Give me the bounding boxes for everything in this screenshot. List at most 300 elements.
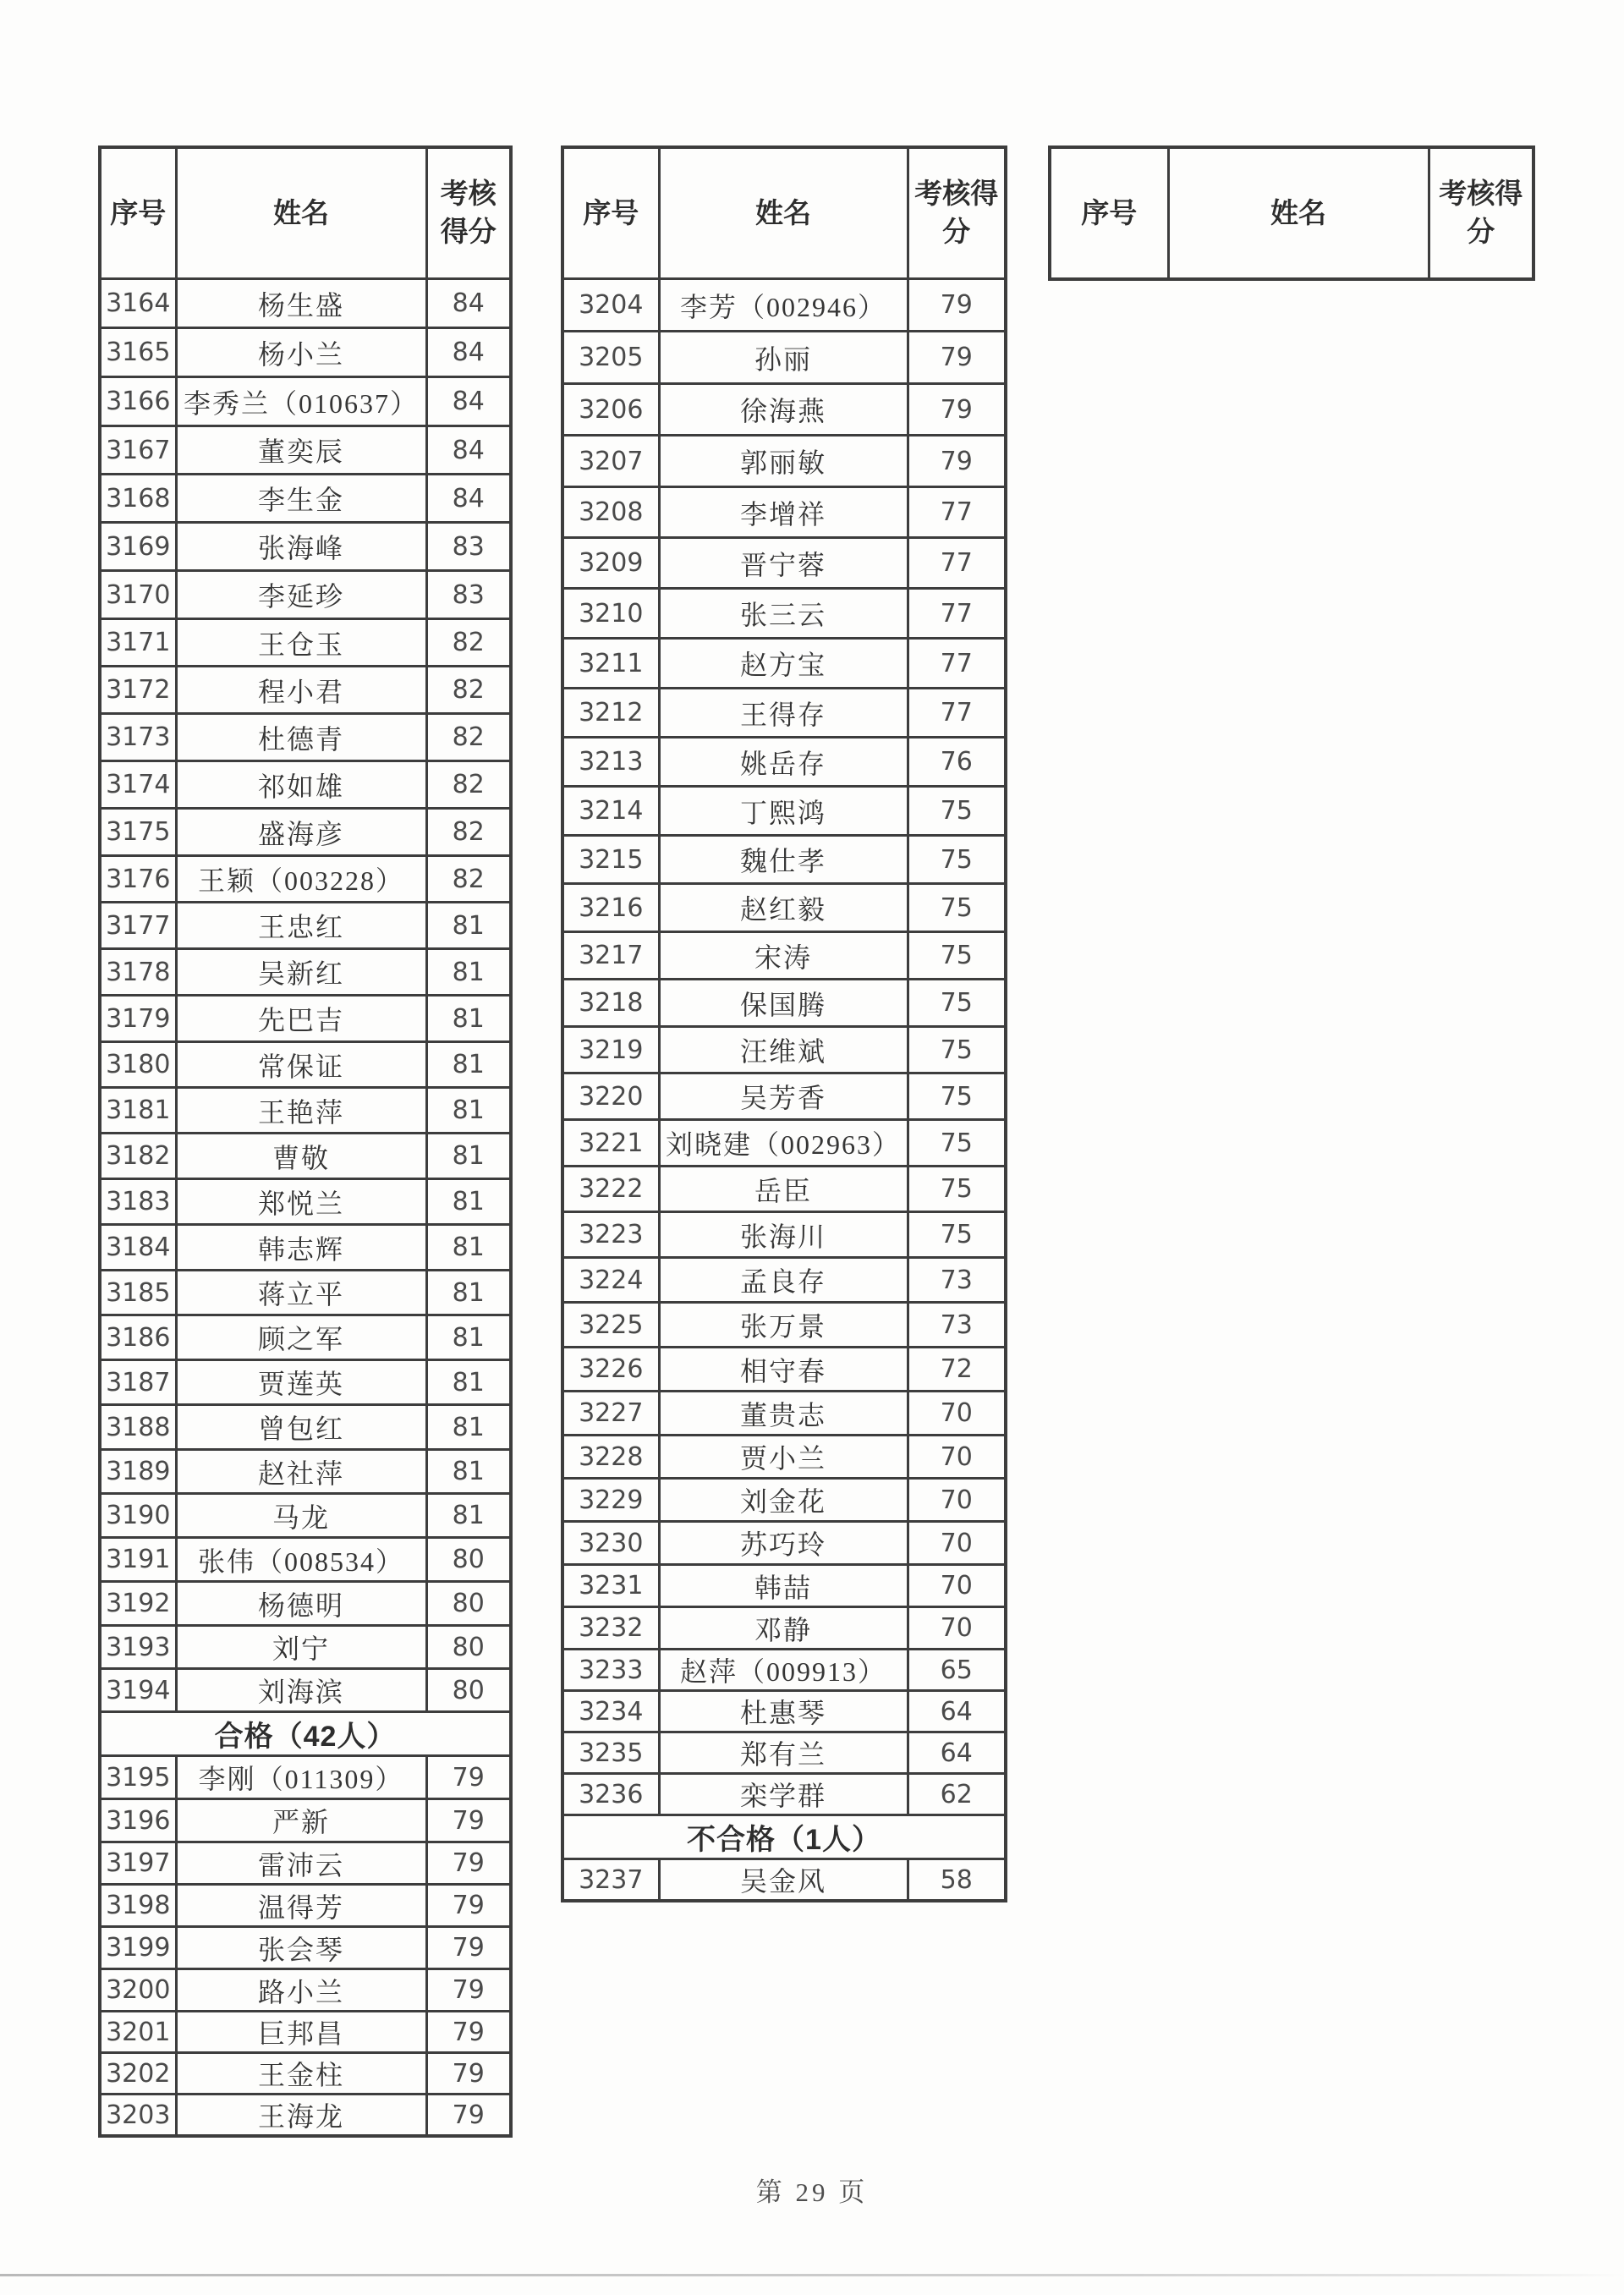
table-row: [100, 279, 511, 328]
header-row: [562, 147, 1006, 279]
score-cell: 77: [908, 538, 1006, 589]
score-cell: 64: [908, 1732, 1006, 1774]
serial-cell: 3217: [562, 932, 659, 980]
name-cell: 李延珍: [176, 571, 426, 619]
table-row: [100, 2012, 511, 2053]
serial-cell: 3212: [562, 689, 659, 738]
score-cell: 79: [908, 384, 1006, 436]
serial-cell: 3222: [562, 1167, 659, 1212]
serial-cell: 3166: [100, 377, 176, 426]
name-cell: 先巴吉: [176, 996, 426, 1042]
name-cell: 曾包红: [176, 1405, 426, 1450]
name-cell: 徐海燕: [659, 384, 908, 436]
name-cell: 张会琴: [176, 1927, 426, 1969]
table-row: [562, 689, 1006, 738]
table-row: [100, 1582, 511, 1626]
name-cell: 顾之军: [176, 1315, 426, 1360]
table-row: [100, 1179, 511, 1225]
serial-cell: 3179: [100, 996, 176, 1042]
serial-cell: 3190: [100, 1494, 176, 1538]
serial-cell: 3211: [562, 639, 659, 689]
page-number: 第 29 页: [755, 2177, 869, 2207]
header-row: [1050, 147, 1533, 279]
name-cell: 吴金风: [659, 1859, 908, 1902]
name-cell: 雷沛云: [176, 1842, 426, 1885]
serial-cell: 3221: [562, 1120, 659, 1167]
table-row: [562, 436, 1006, 487]
name-cell: 栾学群: [659, 1774, 908, 1815]
table-row: [100, 903, 511, 949]
score-cell: 84: [426, 377, 511, 426]
table-row: [100, 2053, 511, 2095]
table-row: [100, 1405, 511, 1450]
table-row: [100, 1042, 511, 1088]
col-header-score: 考核得分: [1429, 147, 1533, 279]
name-cell: 常保证: [176, 1042, 426, 1088]
table-row: [562, 1436, 1006, 1479]
score-cell: 75: [908, 1120, 1006, 1167]
score-table-middle: [561, 145, 1007, 1902]
table-row: [100, 328, 511, 377]
score-cell: 70: [908, 1607, 1006, 1650]
table-row: [562, 1650, 1006, 1691]
table-row: [100, 1842, 511, 1885]
name-cell: 丁熙鸿: [659, 787, 908, 836]
name-cell: 李刚（011309）: [176, 1756, 426, 1799]
name-cell: 李芳（002946）: [659, 279, 908, 332]
score-cell: 70: [908, 1565, 1006, 1607]
name-cell: 韩志辉: [176, 1225, 426, 1271]
serial-cell: 3175: [100, 809, 176, 856]
serial-cell: 3207: [562, 436, 659, 487]
table-row: [100, 1756, 511, 1799]
score-cell: 80: [426, 1582, 511, 1626]
table-row: [562, 884, 1006, 932]
score-cell: 81: [426, 1134, 511, 1179]
serial-cell: 3203: [100, 2095, 176, 2137]
serial-cell: 3225: [562, 1303, 659, 1348]
table-row: [100, 1799, 511, 1842]
score-cell: 75: [908, 884, 1006, 932]
score-cell: 80: [426, 1538, 511, 1582]
name-cell: 岳臣: [659, 1167, 908, 1212]
serial-cell: 3187: [100, 1360, 176, 1405]
name-cell: 路小兰: [176, 1969, 426, 2012]
name-cell: 王金柱: [176, 2053, 426, 2095]
name-cell: 杜德青: [176, 714, 426, 761]
table-row: [562, 1392, 1006, 1436]
table-row: [100, 809, 511, 856]
score-cell: 79: [908, 436, 1006, 487]
score-cell: 81: [426, 949, 511, 996]
score-cell: 70: [908, 1392, 1006, 1436]
score-cell: 79: [908, 279, 1006, 332]
score-cell: 81: [426, 996, 511, 1042]
name-cell: 王得存: [659, 689, 908, 738]
name-cell: 苏巧玲: [659, 1522, 908, 1565]
score-cell: 79: [426, 1842, 511, 1885]
name-cell: 宋涛: [659, 932, 908, 980]
table-row: [562, 1073, 1006, 1120]
score-cell: 82: [426, 619, 511, 667]
serial-cell: 3235: [562, 1732, 659, 1774]
serial-cell: 3186: [100, 1315, 176, 1360]
score-cell: 82: [426, 856, 511, 903]
score-cell: 70: [908, 1479, 1006, 1522]
serial-cell: 3171: [100, 619, 176, 667]
score-cell: 84: [426, 475, 511, 523]
name-cell: 程小君: [176, 667, 426, 714]
serial-cell: 3165: [100, 328, 176, 377]
table-row: [562, 787, 1006, 836]
score-cell: 80: [426, 1669, 511, 1712]
table-row: [100, 426, 511, 475]
score-cell: 81: [426, 1088, 511, 1134]
serial-cell: 3168: [100, 475, 176, 523]
name-cell: 曹敬: [176, 1134, 426, 1179]
serial-cell: 3206: [562, 384, 659, 436]
score-cell: 65: [908, 1650, 1006, 1691]
table-row: [562, 639, 1006, 689]
score-cell: 79: [426, 2053, 511, 2095]
score-cell: 82: [426, 714, 511, 761]
table-row: [100, 856, 511, 903]
serial-cell: 3219: [562, 1027, 659, 1073]
serial-cell: 3198: [100, 1885, 176, 1927]
name-cell: 蒋立平: [176, 1271, 426, 1315]
score-cell: 75: [908, 1027, 1006, 1073]
serial-cell: 3188: [100, 1405, 176, 1450]
serial-cell: 3220: [562, 1073, 659, 1120]
name-cell: 盛海彦: [176, 809, 426, 856]
table-row: [562, 1120, 1006, 1167]
score-cell: 79: [426, 1756, 511, 1799]
serial-cell: 3236: [562, 1774, 659, 1815]
name-cell: 刘宁: [176, 1626, 426, 1669]
table-row: [100, 1538, 511, 1582]
table-row: [562, 1258, 1006, 1303]
score-cell: 62: [908, 1774, 1006, 1815]
name-cell: 姚岳存: [659, 738, 908, 787]
score-cell: 81: [426, 1494, 511, 1538]
header-row: [100, 147, 511, 279]
serial-cell: 3172: [100, 667, 176, 714]
score-cell: 79: [426, 1885, 511, 1927]
name-cell: 贾莲英: [176, 1360, 426, 1405]
serial-cell: 3204: [562, 279, 659, 332]
name-cell: 赵社萍: [176, 1450, 426, 1494]
name-cell: 巨邦昌: [176, 2012, 426, 2053]
name-cell: 赵红毅: [659, 884, 908, 932]
score-cell: 79: [908, 332, 1006, 384]
score-cell: 77: [908, 689, 1006, 738]
table-row: [562, 1607, 1006, 1650]
table-row: [100, 1669, 511, 1712]
scan-edge-line: [0, 2274, 1624, 2276]
score-cell: 81: [426, 1271, 511, 1315]
score-cell: 75: [908, 932, 1006, 980]
name-cell: 邓静: [659, 1607, 908, 1650]
serial-cell: 3224: [562, 1258, 659, 1303]
score-cell: 84: [426, 279, 511, 328]
serial-cell: 3169: [100, 523, 176, 571]
serial-cell: 3167: [100, 426, 176, 475]
serial-cell: 3181: [100, 1088, 176, 1134]
serial-cell: 3174: [100, 761, 176, 809]
table-row: [100, 1969, 511, 2012]
score-cell: 81: [426, 1405, 511, 1450]
serial-cell: 3214: [562, 787, 659, 836]
score-cell: 73: [908, 1258, 1006, 1303]
score-cell: 81: [426, 1360, 511, 1405]
summary-cell: 不合格（1人）: [562, 1815, 1006, 1859]
table-row: [100, 996, 511, 1042]
col-header-score: 考核得分: [426, 147, 511, 279]
score-cell: 79: [426, 1969, 511, 2012]
table-row: [562, 279, 1006, 332]
serial-cell: 3216: [562, 884, 659, 932]
serial-cell: 3185: [100, 1271, 176, 1315]
table-row: [100, 1885, 511, 1927]
score-cell: 72: [908, 1348, 1006, 1392]
summary-row: [562, 1815, 1006, 1859]
serial-cell: 3205: [562, 332, 659, 384]
name-cell: 相守春: [659, 1348, 908, 1392]
summary-cell: 合格（42人）: [100, 1712, 511, 1756]
table-row: [562, 332, 1006, 384]
name-cell: 刘晓建（002963）: [659, 1120, 908, 1167]
table-row: [100, 1927, 511, 1969]
table-row: [100, 1315, 511, 1360]
score-cell: 81: [426, 1179, 511, 1225]
name-cell: 孙丽: [659, 332, 908, 384]
table-row: [562, 836, 1006, 884]
name-cell: 王海龙: [176, 2095, 426, 2137]
col-header-name: 姓名: [176, 147, 426, 279]
table-row: [100, 949, 511, 996]
name-cell: 王艳萍: [176, 1088, 426, 1134]
table-row: [562, 589, 1006, 639]
score-cell: 81: [426, 903, 511, 949]
score-cell: 58: [908, 1859, 1006, 1902]
name-cell: 杨小兰: [176, 328, 426, 377]
serial-cell: 3184: [100, 1225, 176, 1271]
score-cell: 77: [908, 639, 1006, 689]
table-row: [562, 1691, 1006, 1732]
serial-cell: 3201: [100, 2012, 176, 2053]
score-cell: 84: [426, 426, 511, 475]
serial-cell: 3237: [562, 1859, 659, 1902]
table-row: [562, 487, 1006, 538]
serial-cell: 3230: [562, 1522, 659, 1565]
col-header-serial: 序号: [100, 147, 176, 279]
score-cell: 79: [426, 2095, 511, 2137]
name-cell: 贾小兰: [659, 1436, 908, 1479]
serial-cell: 3202: [100, 2053, 176, 2095]
table-row: [562, 738, 1006, 787]
score-cell: 81: [426, 1225, 511, 1271]
serial-cell: 3215: [562, 836, 659, 884]
name-cell: 张海峰: [176, 523, 426, 571]
score-cell: 79: [426, 2012, 511, 2053]
table-row: [562, 1167, 1006, 1212]
score-table-right: [1048, 145, 1535, 281]
table-row: [100, 1360, 511, 1405]
table-row: [562, 1303, 1006, 1348]
serial-cell: 3180: [100, 1042, 176, 1088]
table-row: [562, 980, 1006, 1027]
name-cell: 张三云: [659, 589, 908, 639]
name-cell: 晋宁蓉: [659, 538, 908, 589]
name-cell: 温得芳: [176, 1885, 426, 1927]
serial-cell: 3209: [562, 538, 659, 589]
serial-cell: 3226: [562, 1348, 659, 1392]
score-cell: 79: [426, 1799, 511, 1842]
serial-cell: 3200: [100, 1969, 176, 2012]
serial-cell: 3233: [562, 1650, 659, 1691]
serial-cell: 3232: [562, 1607, 659, 1650]
table-row: [100, 2095, 511, 2137]
score-cell: 75: [908, 1212, 1006, 1258]
serial-cell: 3210: [562, 589, 659, 639]
table-row: [562, 1522, 1006, 1565]
table-row: [562, 1859, 1006, 1902]
score-cell: 79: [426, 1927, 511, 1969]
name-cell: 郑悦兰: [176, 1179, 426, 1225]
score-cell: 77: [908, 487, 1006, 538]
name-cell: 张伟（008534）: [176, 1538, 426, 1582]
name-cell: 杜惠琴: [659, 1691, 908, 1732]
serial-cell: 3164: [100, 279, 176, 328]
serial-cell: 3173: [100, 714, 176, 761]
name-cell: 郭丽敏: [659, 436, 908, 487]
serial-cell: 3194: [100, 1669, 176, 1712]
name-cell: 王颖（003228）: [176, 856, 426, 903]
table-row: [100, 1271, 511, 1315]
name-cell: 吴芳香: [659, 1073, 908, 1120]
table-row: [100, 1088, 511, 1134]
serial-cell: 3178: [100, 949, 176, 996]
serial-cell: 3192: [100, 1582, 176, 1626]
name-cell: 孟良存: [659, 1258, 908, 1303]
serial-cell: 3228: [562, 1436, 659, 1479]
serial-cell: 3223: [562, 1212, 659, 1258]
serial-cell: 3176: [100, 856, 176, 903]
score-cell: 75: [908, 787, 1006, 836]
score-cell: 82: [426, 761, 511, 809]
name-cell: 马龙: [176, 1494, 426, 1538]
name-cell: 赵萍（009913）: [659, 1650, 908, 1691]
col-header-name: 姓名: [659, 147, 908, 279]
name-cell: 李秀兰（010637）: [176, 377, 426, 426]
score-cell: 76: [908, 738, 1006, 787]
table-row: [100, 1626, 511, 1669]
table-row: [100, 619, 511, 667]
score-cell: 75: [908, 836, 1006, 884]
serial-cell: 3208: [562, 487, 659, 538]
score-cell: 82: [426, 809, 511, 856]
name-cell: 董奕辰: [176, 426, 426, 475]
table-row: [562, 932, 1006, 980]
score-cell: 81: [426, 1042, 511, 1088]
serial-cell: 3199: [100, 1927, 176, 1969]
table-row: [100, 1494, 511, 1538]
name-cell: 韩喆: [659, 1565, 908, 1607]
summary-row: [100, 1712, 511, 1756]
name-cell: 李生金: [176, 475, 426, 523]
table-row: [562, 1774, 1006, 1815]
table-row: [100, 761, 511, 809]
col-header-serial: 序号: [1050, 147, 1168, 279]
serial-cell: 3229: [562, 1479, 659, 1522]
score-cell: 77: [908, 589, 1006, 639]
score-cell: 80: [426, 1626, 511, 1669]
name-cell: 杨生盛: [176, 279, 426, 328]
name-cell: 刘金花: [659, 1479, 908, 1522]
col-header-name: 姓名: [1168, 147, 1429, 279]
table-row: [562, 1479, 1006, 1522]
name-cell: 保国腾: [659, 980, 908, 1027]
table-row: [562, 1348, 1006, 1392]
table-row: [562, 1732, 1006, 1774]
table-row: [562, 1212, 1006, 1258]
serial-cell: 3213: [562, 738, 659, 787]
score-cell: 82: [426, 667, 511, 714]
serial-cell: 3191: [100, 1538, 176, 1582]
table-row: [100, 571, 511, 619]
serial-cell: 3195: [100, 1756, 176, 1799]
score-cell: 73: [908, 1303, 1006, 1348]
serial-cell: 3182: [100, 1134, 176, 1179]
name-cell: 赵方宝: [659, 639, 908, 689]
table-row: [100, 1134, 511, 1179]
table-row: [100, 377, 511, 426]
serial-cell: 3234: [562, 1691, 659, 1732]
name-cell: 王仓玉: [176, 619, 426, 667]
name-cell: 刘海滨: [176, 1669, 426, 1712]
col-header-score: 考核得分: [908, 147, 1006, 279]
serial-cell: 3231: [562, 1565, 659, 1607]
name-cell: 郑有兰: [659, 1732, 908, 1774]
serial-cell: 3189: [100, 1450, 176, 1494]
name-cell: 董贵志: [659, 1392, 908, 1436]
name-cell: 王忠红: [176, 903, 426, 949]
serial-cell: 3183: [100, 1179, 176, 1225]
table-row: [100, 1450, 511, 1494]
score-cell: 70: [908, 1522, 1006, 1565]
name-cell: 张海川: [659, 1212, 908, 1258]
table-row: [562, 538, 1006, 589]
name-cell: 严新: [176, 1799, 426, 1842]
name-cell: 杨德明: [176, 1582, 426, 1626]
table-row: [562, 384, 1006, 436]
score-cell: 81: [426, 1315, 511, 1360]
name-cell: 汪维斌: [659, 1027, 908, 1073]
name-cell: 李增祥: [659, 487, 908, 538]
col-header-serial: 序号: [562, 147, 659, 279]
serial-cell: 3170: [100, 571, 176, 619]
score-cell: 81: [426, 1450, 511, 1494]
score-cell: 64: [908, 1691, 1006, 1732]
table-row: [100, 667, 511, 714]
table-row: [100, 475, 511, 523]
table-row: [100, 523, 511, 571]
name-cell: 魏仕孝: [659, 836, 908, 884]
score-cell: 75: [908, 980, 1006, 1027]
score-table-left: [98, 145, 513, 2138]
serial-cell: 3227: [562, 1392, 659, 1436]
table-row: [562, 1027, 1006, 1073]
